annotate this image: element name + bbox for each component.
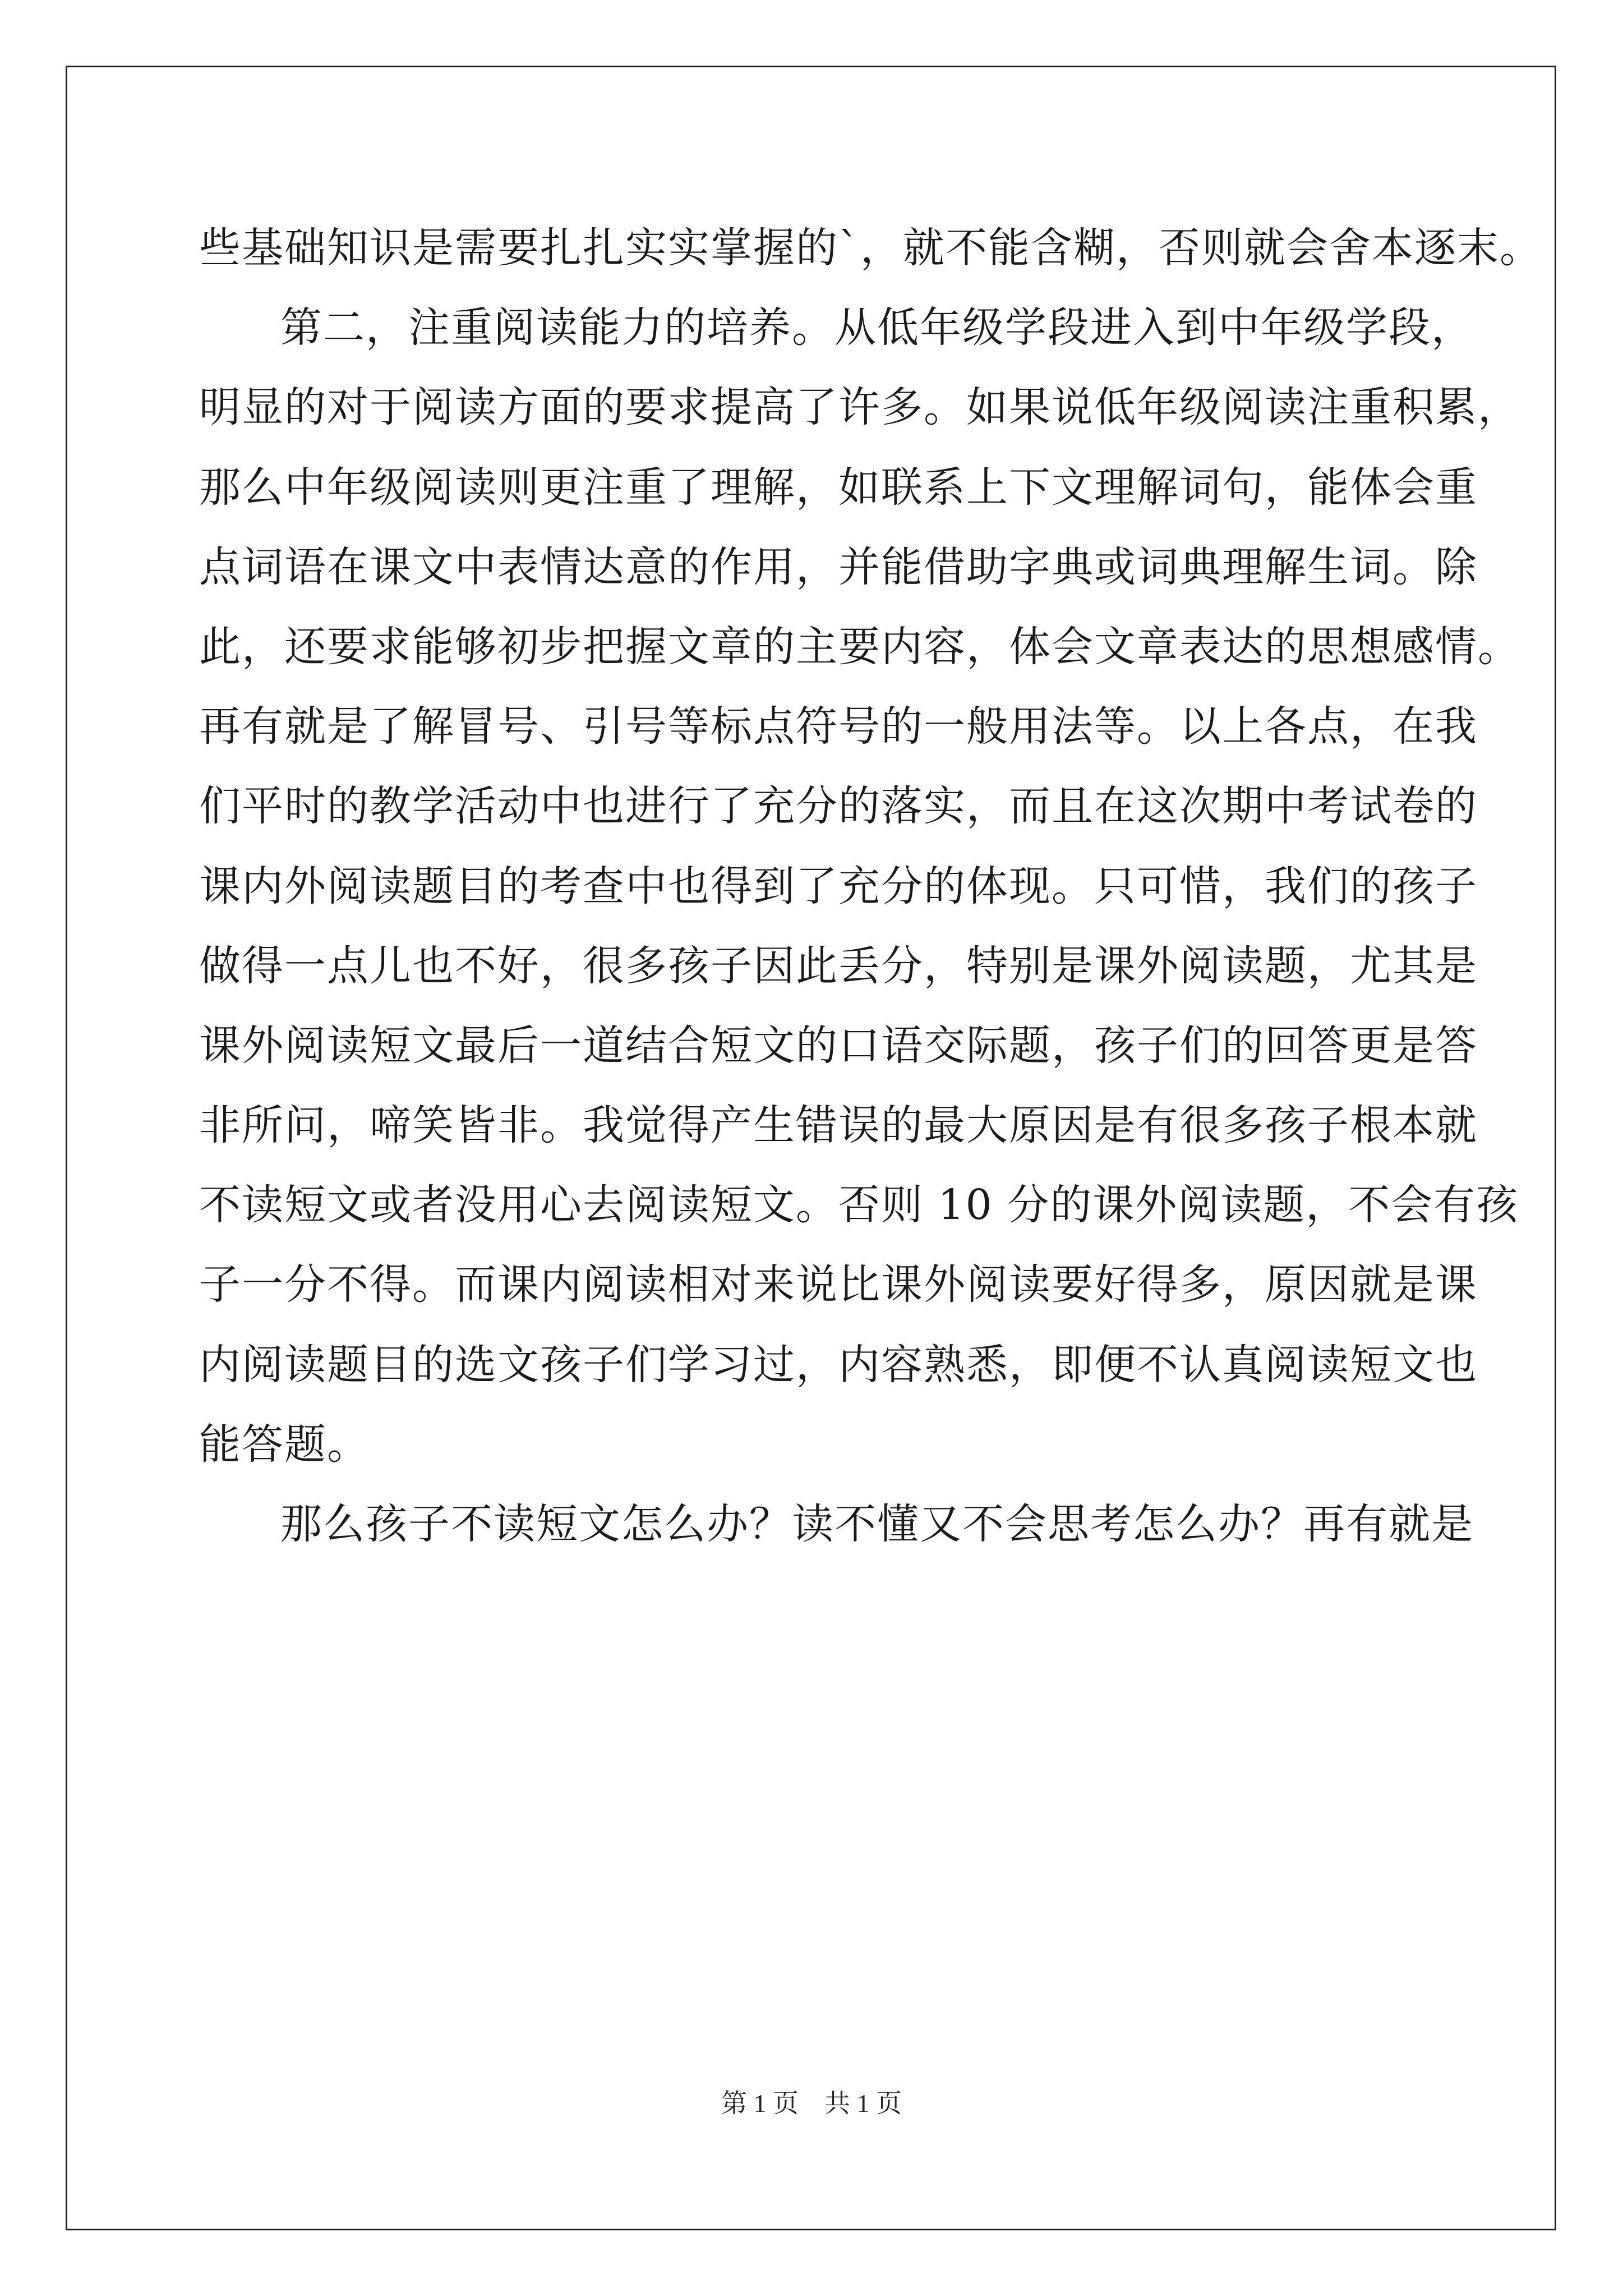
page-number-footer: 第 1 页 共 1 页 — [721, 2089, 902, 2118]
text-line: 非所问，啼笑皆非。我觉得产生错误的最大原因是有很多孩子根本就 — [199, 1101, 1478, 1149]
text-line: 点词语在课文中表情达意的作用，并能借助字典或词典理解生词。除 — [199, 543, 1478, 591]
text-line: 再有就是了解冒号、引号等标点符号的一般用法等。以上各点，在我 — [199, 702, 1478, 751]
text-line: 明显的对于阅读方面的要求提高了许多。如果说低年级阅读注重积累， — [199, 383, 1520, 431]
text-line: 不读短文或者没用心去阅读短文。否则 10 分的课外阅读题，不会有孩 — [199, 1181, 1519, 1229]
text-line: 此，还要求能够初步把握文章的主要内容，体会文章表达的思想感情。 — [199, 623, 1520, 671]
paragraph-first-line: 第二，注重阅读能力的培养。从低年级学段进入到中年级学段， — [280, 303, 1474, 352]
paragraph-first-line: 那么孩子不读短文怎么办？读不懂又不会思考怎么办？再有就是 — [280, 1500, 1474, 1548]
text-line: 们平时的教学活动中也进行了充分的落实，而且在这次期中考试卷的 — [199, 782, 1478, 830]
text-line: 子一分不得。而课内阅读相对来说比课外阅读要好得多，原因就是课 — [199, 1260, 1478, 1309]
text-line: 那么中年级阅读则更注重了理解，如联系上下文理解词句，能体会重 — [199, 463, 1478, 512]
paragraph-last-line: 能答题。 — [199, 1420, 370, 1469]
text-line: 做得一点儿也不好，很多孩子因此丢分，特别是课外阅读题，尤其是 — [199, 942, 1478, 990]
text-line: 课外阅读短文最后一道结合短文的口语交际题，孩子们的回答更是答 — [199, 1022, 1478, 1070]
text-line: 内阅读题目的选文孩子们学习过，内容熟悉，即便不认真阅读短文也 — [199, 1341, 1478, 1389]
text-line: 些基础知识是需要扎扎实实掌握的`，就不能含糊，否则就会舍本逐末。 — [199, 224, 1542, 272]
text-line: 课内外阅读题目的考查中也得到了充分的体现。只可惜，我们的孩子 — [199, 862, 1478, 910]
